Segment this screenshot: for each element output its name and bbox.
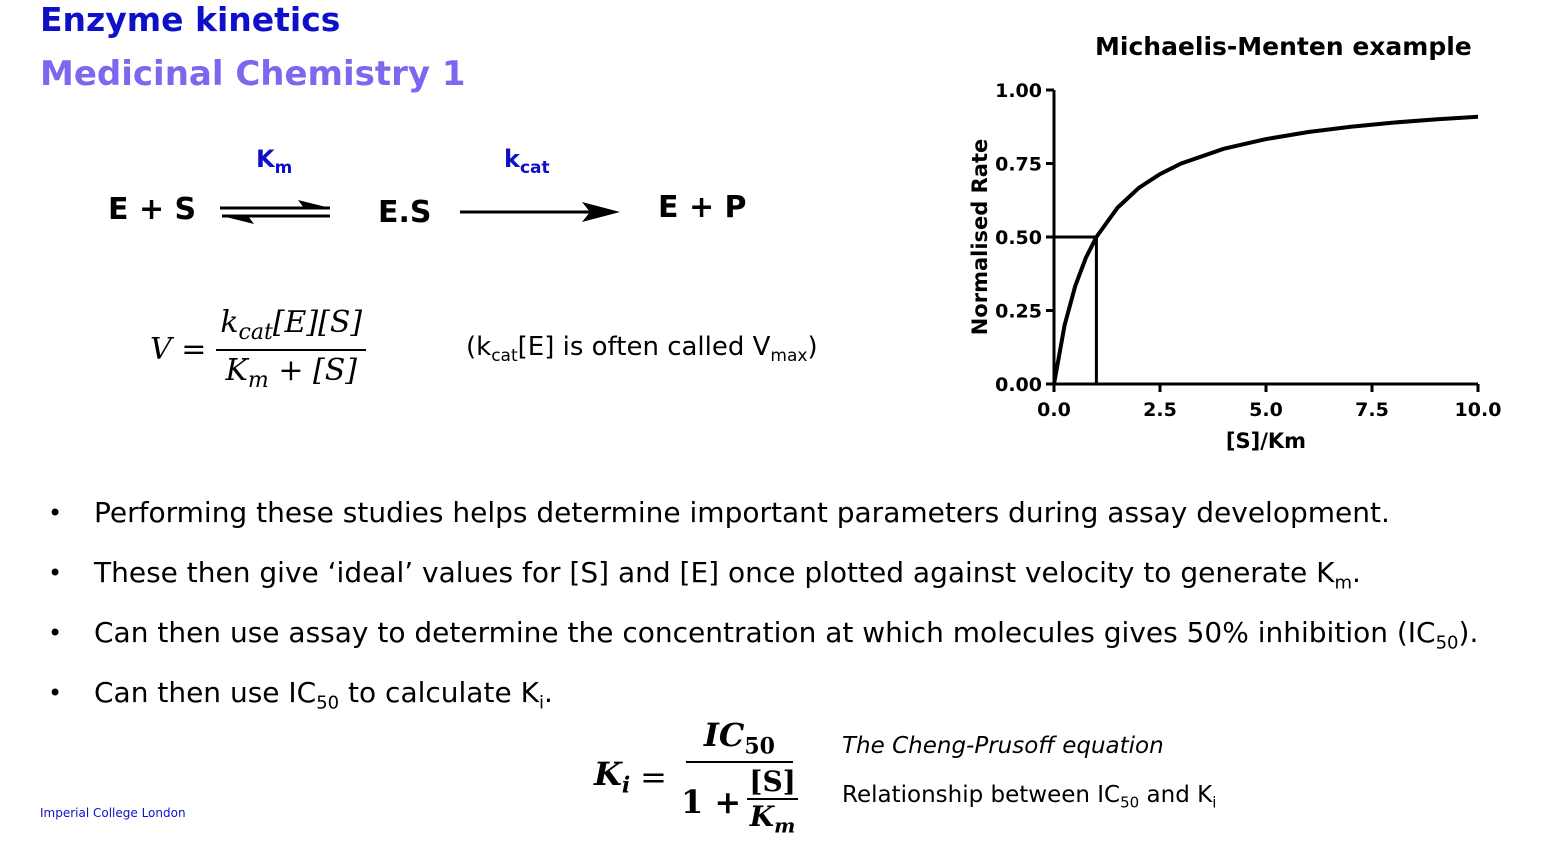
y-axis-label: Normalised Rate xyxy=(968,138,992,336)
forward-arrow-icon xyxy=(458,200,622,224)
list-item: • These then give ‘ideal’ values for [S] and [E] once plotted against velocity to generate $K_m$. xyxy=(48,556,1361,594)
cheng-prusoff-equation: $K_i$ = $IC_{50}$ 1 + $\frac{[S]}{K_m}$ xyxy=(594,716,796,838)
michaelis-menten-chart xyxy=(960,70,1520,470)
cheng-prusoff-relation: Relationship between $IC_{50}$ and $K_i$ xyxy=(842,782,1217,812)
y-tick-label: 0.75 xyxy=(995,153,1042,176)
x-tick-label: 5.0 xyxy=(1249,399,1283,421)
y-tick-label: 0.50 xyxy=(995,227,1042,249)
list-item: • Can then use $IC_{50}$ to calculate $K_i$. xyxy=(48,676,553,714)
footer-institution: Imperial College London xyxy=(40,806,186,820)
chart-title: Michaelis-Menten example xyxy=(1095,32,1472,61)
list-item: • Can then use assay to determine the concentration at which molecules gives 50% inhibition $(IC_{50})$. xyxy=(48,616,1479,654)
bullet-list xyxy=(46,488,1546,728)
products-label: E + P xyxy=(658,190,747,225)
slide-title: Enzyme kinetics xyxy=(40,0,341,39)
x-axis-label: [S]/Km xyxy=(1225,429,1307,453)
x-tick-label: 7.5 xyxy=(1355,399,1389,421)
y-tick-label: 1.00 xyxy=(995,80,1042,102)
slide-subtitle: Medicinal Chemistry 1 xyxy=(40,54,466,94)
x-tick-label: 10.0 xyxy=(1454,399,1502,421)
series-line xyxy=(1054,117,1478,384)
cheng-prusoff-name: The Cheng-Prusoff equation xyxy=(842,733,1164,759)
km-label: $K_m$ xyxy=(256,145,293,178)
y-tick-label: 0.00 xyxy=(995,374,1042,396)
intermediate-label: E.S xyxy=(378,195,432,230)
equilibrium-arrows-icon xyxy=(218,198,334,226)
x-tick-label: 0.0 xyxy=(1037,399,1071,421)
x-tick-label: 2.5 xyxy=(1143,399,1177,421)
y-tick-label: 0.25 xyxy=(995,300,1042,323)
reactants-label: E + S xyxy=(108,192,197,227)
list-item: • Performing these studies helps determine important parameters during assay development. xyxy=(48,496,1390,529)
rate-equation: V = $\frac{k_{cat}[E][S]}{K_m + [S]}$ xyxy=(150,305,366,393)
vmax-note: ($k_{cat}[E]$ is often called $V_{max}$) xyxy=(466,332,818,367)
kcat-label: $k_{cat}$ xyxy=(504,145,550,178)
